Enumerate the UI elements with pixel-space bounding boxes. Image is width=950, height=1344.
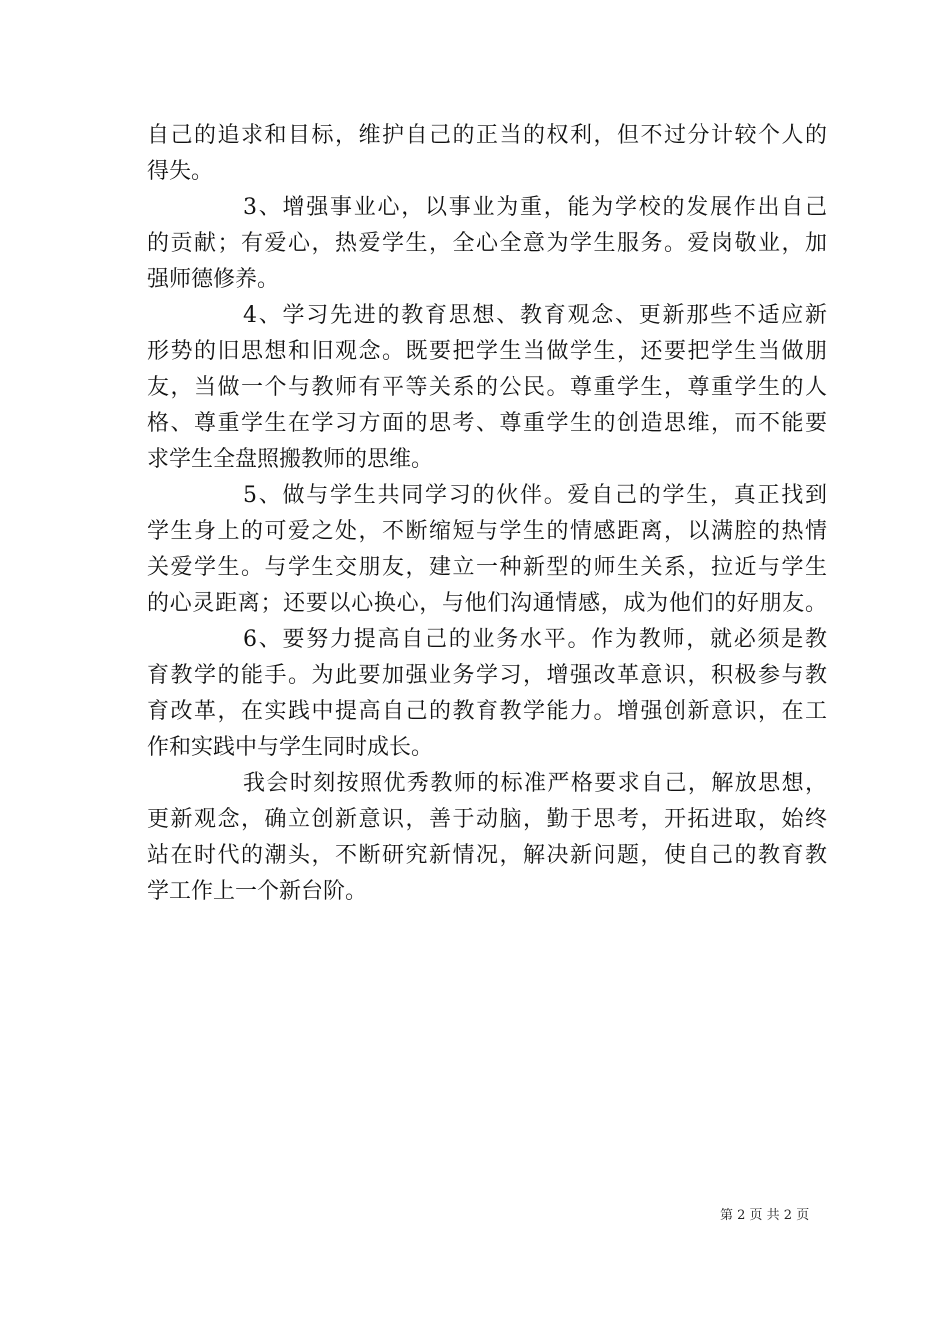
text-line: 更新观念，确立创新意识，善于动脑，勤于思考，开拓进取，始终 [147,807,827,832]
text-line: 友，当做一个与教师有平等关系的公民。尊重学生，尊重学生的人 [147,375,827,400]
text-line: 得失。 [147,159,214,184]
text-line: 育改革，在实践中提高自己的教育教学能力。增强创新意识，在工 [147,699,827,724]
text-line: 格、尊重学生在学习方面的思考、尊重学生的创造思维，而不能要 [147,411,827,436]
text-line: 的贡献；有爱心，热爱学生，全心全意为学生服务。爱岗敬业，加 [147,231,827,256]
text-line: 育教学的能手。为此要加强业务学习，增强改革意识，积极参与教 [147,663,827,688]
text-line: 学生身上的可爱之处，不断缩短与学生的情感距离，以满腔的热情 [147,519,827,544]
text-line: 3、增强事业心，以事业为重，能为学校的发展作出自己 [243,195,827,220]
text-line: 4、学习先进的教育思想、教育观念、更新那些不适应新 [243,303,827,328]
page-number-footer: 第 2 页 共 2 页 [720,1208,810,1223]
text-line: 6、要努力提高自己的业务水平。作为教师，就必须是教 [243,627,827,652]
text-line: 形势的旧思想和旧观念。既要把学生当做学生，还要把学生当做朋 [147,339,827,364]
text-line: 5、做与学生共同学习的伙伴。爱自己的学生，真正找到 [243,483,827,508]
text-line: 强师德修养。 [147,267,280,292]
body-text [147,118,827,910]
text-line: 的心灵距离；还要以心换心，与他们沟通情感，成为他们的好朋友。 [147,591,827,616]
text-line: 求学生全盘照搬教师的思维。 [147,447,434,472]
text-line: 学工作上一个新台阶。 [147,879,368,904]
text-line: 关爱学生。与学生交朋友，建立一种新型的师生关系，拉近与学生 [147,555,827,580]
text-line: 我会时刻按照优秀教师的标准严格要求自己，解放思想， [243,771,827,796]
text-line: 站在时代的潮头，不断研究新情况，解决新问题，使自己的教育教 [147,843,827,868]
text-line: 作和实践中与学生同时成长。 [147,735,434,760]
text-line: 自己的追求和目标，维护自己的正当的权利，但不过分计较个人的 [147,123,827,148]
